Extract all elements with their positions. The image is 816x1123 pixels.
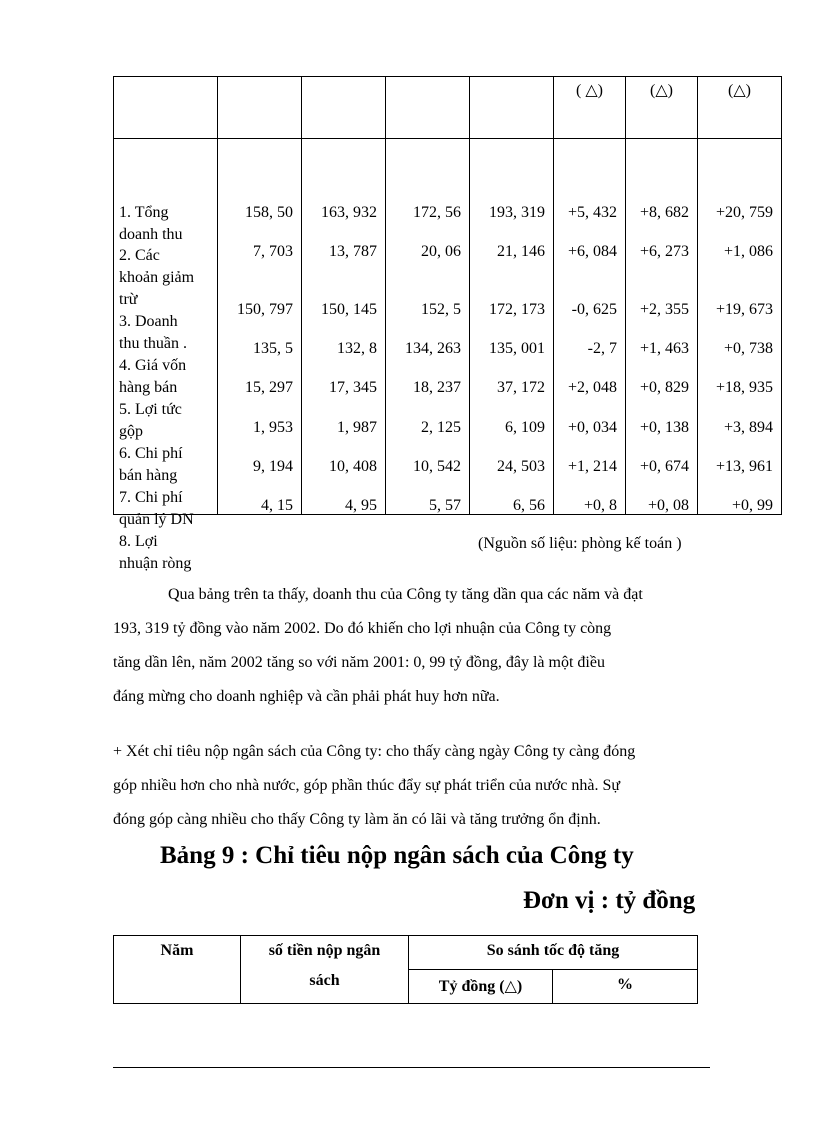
paragraph-line: đáng mừng cho doanh nghiệp và cần phải phát huy hơn nữa. [113, 688, 500, 705]
table-cell-value: 135, 5 [253, 340, 293, 357]
paragraph-line: góp nhiều hơn cho nhà nước, góp phần thúc đẩy sự phát triển của nước nhà. Sự [113, 777, 621, 794]
row-label: trừ [119, 291, 138, 308]
table-cell-value: 172, 56 [413, 204, 461, 221]
table-body-row [114, 139, 782, 515]
table-cell-value: +0, 99 [731, 497, 773, 514]
row-label: 1. Tổng [119, 204, 169, 221]
row-label: bán hàng [119, 467, 178, 484]
amount-header-line1: số tiền nộp ngân [268, 942, 381, 959]
delta-amount-header: Tỷ đồng (△) [409, 970, 553, 1004]
table-cell-value: +0, 138 [639, 419, 689, 436]
label-cell [114, 139, 218, 572]
paragraph-line: tăng dần lên, năm 2002 tăng so với năm 2001: 0, 99 tỷ đồng, đây là một điều [113, 654, 605, 671]
table-cell-value: 134, 263 [405, 340, 461, 357]
table-cell-value: +0, 08 [647, 497, 689, 514]
table-cell-value: 7, 703 [253, 243, 293, 260]
table-9-title: Bảng 9 : Chỉ tiêu nộp ngân sách của Công ty [160, 842, 634, 869]
header-cell [626, 77, 698, 139]
paragraph-line: + Xét chỉ tiêu nộp ngân sách của Công ty: cho thấy càng ngày Công ty càng đóng [113, 743, 636, 760]
amount-header [241, 936, 409, 1004]
table-cell-value: +18, 935 [715, 379, 773, 396]
table-cell-value: 193, 319 [489, 204, 545, 221]
table-cell-value: -2, 7 [587, 340, 617, 357]
row-label: thu thuần . [119, 335, 187, 352]
table-cell-value: 132, 8 [337, 340, 377, 357]
budget-table [113, 935, 698, 1004]
table-cell-value: 158, 50 [245, 204, 293, 221]
header-cell [302, 77, 386, 139]
table-cell-value: 150, 797 [237, 301, 293, 318]
table-cell-value: 10, 408 [329, 458, 377, 475]
table-cell-value: 1, 953 [253, 419, 293, 436]
table-cell-value: +19, 673 [715, 301, 773, 318]
paragraph-2 [113, 735, 710, 837]
table-cell-value: +5, 432 [567, 204, 617, 221]
header-cell [470, 77, 554, 139]
row-label: 7. Chi phí [119, 489, 183, 506]
row-label: 6. Chi phí [119, 445, 183, 462]
table-cell-value: 9, 194 [253, 458, 293, 475]
delta-header: ( △) [576, 82, 603, 99]
table-cell-value: 13, 787 [329, 243, 377, 260]
table-cell-value: +20, 759 [715, 204, 773, 221]
paragraph-line: Qua bảng trên ta thấy, doanh thu của Công ty tăng dần qua các năm và đạt [168, 586, 643, 603]
table-cell-value: 4, 95 [345, 497, 377, 514]
row-label: 3. Doanh [119, 313, 178, 330]
row-label: quản lý DN [119, 511, 194, 528]
table-cell-value: 17, 345 [329, 379, 377, 396]
table-cell-value: +0, 674 [639, 458, 689, 475]
source-note: (Nguồn số liệu: phòng kế toán ) [478, 535, 682, 552]
delta-header: (△) [728, 82, 751, 99]
row-label: khoản giảm [119, 269, 195, 286]
row-label: hàng bán [119, 379, 178, 396]
value-column [302, 139, 386, 515]
value-column [386, 139, 470, 515]
table-cell-value: 5, 57 [429, 497, 461, 514]
amount-header-line2: sách [309, 972, 340, 989]
compare-header: So sánh tốc độ tăng [409, 936, 698, 970]
table-cell-value: 10, 542 [413, 458, 461, 475]
table-cell-value: +0, 8 [583, 497, 617, 514]
row-label: gộp [119, 423, 143, 440]
table-cell-value: +0, 738 [723, 340, 773, 357]
header-cell [218, 77, 302, 139]
table-cell-value: 6, 56 [513, 497, 545, 514]
row-label: 5. Lợi tức [119, 401, 182, 418]
row-label: 2. Các [119, 247, 160, 264]
table-cell-value: 150, 145 [321, 301, 377, 318]
table-cell-value: +1, 086 [723, 243, 773, 260]
paragraph-line: 193, 319 tỷ đồng vào năm 2002. Do đó khiến cho lợi nhuận của Công ty còng [113, 620, 612, 637]
table-cell-value: 2, 125 [421, 419, 461, 436]
table-cell-value: 15, 297 [245, 379, 293, 396]
table-cell-value: 172, 173 [489, 301, 545, 318]
header-cell [386, 77, 470, 139]
row-label: doanh thu [119, 226, 183, 243]
table-cell-value: 6, 109 [505, 419, 545, 436]
table-cell-value: 1, 987 [337, 419, 377, 436]
table-cell-value: 37, 172 [497, 379, 545, 396]
table-cell-value: +0, 829 [639, 379, 689, 396]
value-column [626, 139, 698, 515]
row-label: nhuận ròng [119, 555, 192, 572]
value-column [218, 139, 302, 515]
table-header-row [114, 936, 698, 970]
table-cell-value: +2, 048 [567, 379, 617, 396]
table-cell-value: +8, 682 [639, 204, 689, 221]
row-label: 8. Lợi [119, 533, 158, 550]
unit-label: Đơn vị : tỷ đồng [523, 887, 696, 914]
table-cell-value: 18, 237 [413, 379, 461, 396]
header-cell [698, 77, 782, 139]
table-cell-value: +3, 894 [723, 419, 773, 436]
table-cell-value: 135, 001 [489, 340, 545, 357]
value-column [470, 139, 554, 515]
percent-header: % [553, 970, 698, 1004]
row-label: 4. Giá vốn [119, 357, 187, 374]
table-cell-value: +2, 355 [639, 301, 689, 318]
table-cell-value: 20, 06 [421, 243, 461, 260]
delta-header: (△) [650, 82, 673, 99]
table-cell-value: +1, 463 [639, 340, 689, 357]
table-cell-value: +0, 034 [567, 419, 617, 436]
table-cell-value: 4, 15 [261, 497, 293, 514]
table-cell-value: 21, 146 [497, 243, 545, 260]
header-cell [114, 77, 218, 139]
table-cell-value: 152, 5 [421, 301, 461, 318]
value-column [554, 139, 626, 515]
header-cell [554, 77, 626, 139]
year-header: Năm [114, 936, 241, 1004]
table-cell-value: +1, 214 [567, 458, 617, 475]
footer-rule [113, 1067, 710, 1068]
paragraph-line: đóng góp càng nhiều cho thấy Công ty làm ăn có lãi và tăng trưởng ổn định. [113, 811, 601, 828]
table-cell-value: -0, 625 [571, 301, 617, 318]
table-cell-value: 163, 932 [321, 204, 377, 221]
value-column [698, 139, 782, 515]
table-cell-value: +6, 273 [639, 243, 689, 260]
table-cell-value: +13, 961 [715, 458, 773, 475]
table-header-row [114, 77, 782, 139]
paragraph-1 [113, 578, 710, 714]
table-cell-value: +6, 084 [567, 243, 617, 260]
table-cell-value: 24, 503 [497, 458, 545, 475]
